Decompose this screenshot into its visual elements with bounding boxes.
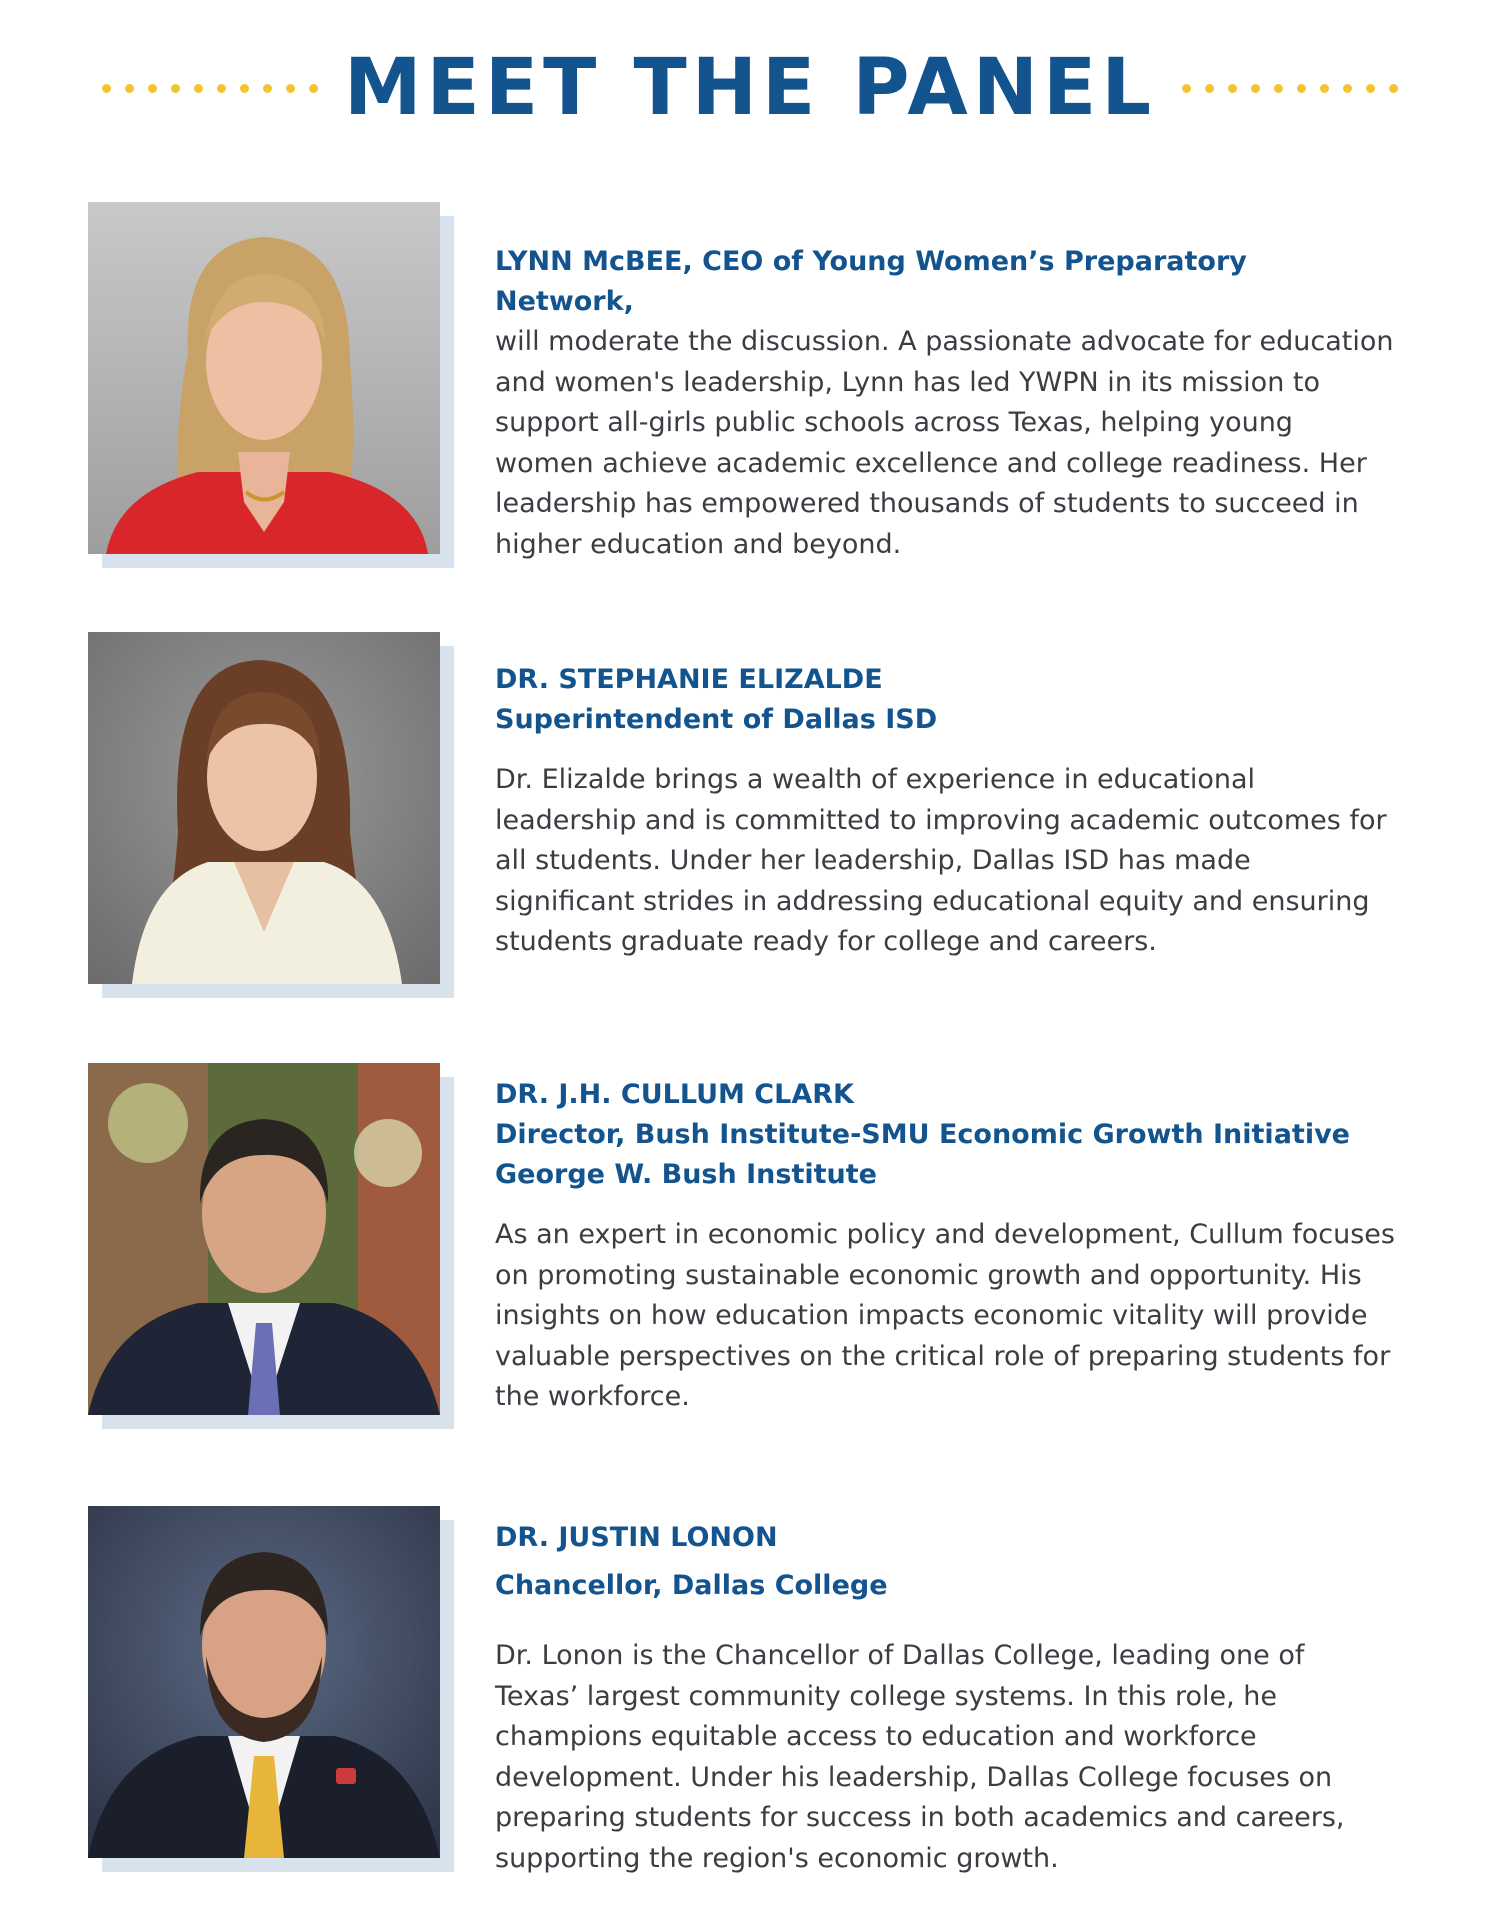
- panelist-bio: Dr. Elizalde brings a wealth of experience in educational leadership and is committed to improving academic outcomes for all students. Under her leadership, Dallas ISD has made significant strides in addressing educational equity and ensuring students graduate ready for college and careers.: [495, 764, 1387, 957]
- portrait-photo: [88, 1506, 440, 1858]
- panelist-name: LYNN McBEE, CEO of Young Women’s Preparatory Network,: [495, 246, 1247, 317]
- panelist-bio: Dr. Lonon is the Chancellor of Dallas College, leading one of Texas’ largest community college systems. In this role, he champions equitable access to education and workforce development. Under his leadership, Dallas College focuses on preparing students for success in both academics and careers, supporting the region's economic growth.: [495, 1640, 1345, 1874]
- portrait-photo: [88, 202, 440, 554]
- panelist-name: DR. STEPHANIE ELIZALDE: [495, 664, 883, 695]
- panelist-name: DR. J.H. CULLUM CLARK: [495, 1079, 854, 1110]
- panelist-organization: George W. Bush Institute: [495, 1159, 877, 1190]
- panelist-role: Director, Bush Institute-SMU Economic Growth Initiative: [495, 1119, 1350, 1150]
- panelist-bio: As an expert in economic policy and development, Cullum focuses on promoting sustainable economic growth and opportunity. His insights on how education impacts economic vitality will provide valuable perspectives on the critical role of preparing students for the workforce.: [495, 1219, 1395, 1412]
- panelist-role: Chancellor, Dallas College: [495, 1570, 888, 1601]
- panelist-role: Superintendent of Dallas ISD: [495, 704, 938, 735]
- panelist-bio: will moderate the discussion. A passionate advocate for education and women's leadership, Lynn has led YWPN in its mission to support all-girls public schools across Texas, helping young women achieve academic excellence and college readiness. Her leadership has empowered thousands of students to succeed in higher education and beyond.: [495, 326, 1394, 560]
- panelist-name: DR. JUSTIN LONON: [495, 1522, 778, 1553]
- right-dot-divider: [1182, 84, 1398, 93]
- left-dot-divider: [102, 84, 318, 93]
- portrait-photo: [88, 632, 440, 984]
- portrait-photo: [88, 1063, 440, 1415]
- page-header: [0, 38, 1500, 138]
- page-title: MEET THE PANEL: [343, 43, 1157, 133]
